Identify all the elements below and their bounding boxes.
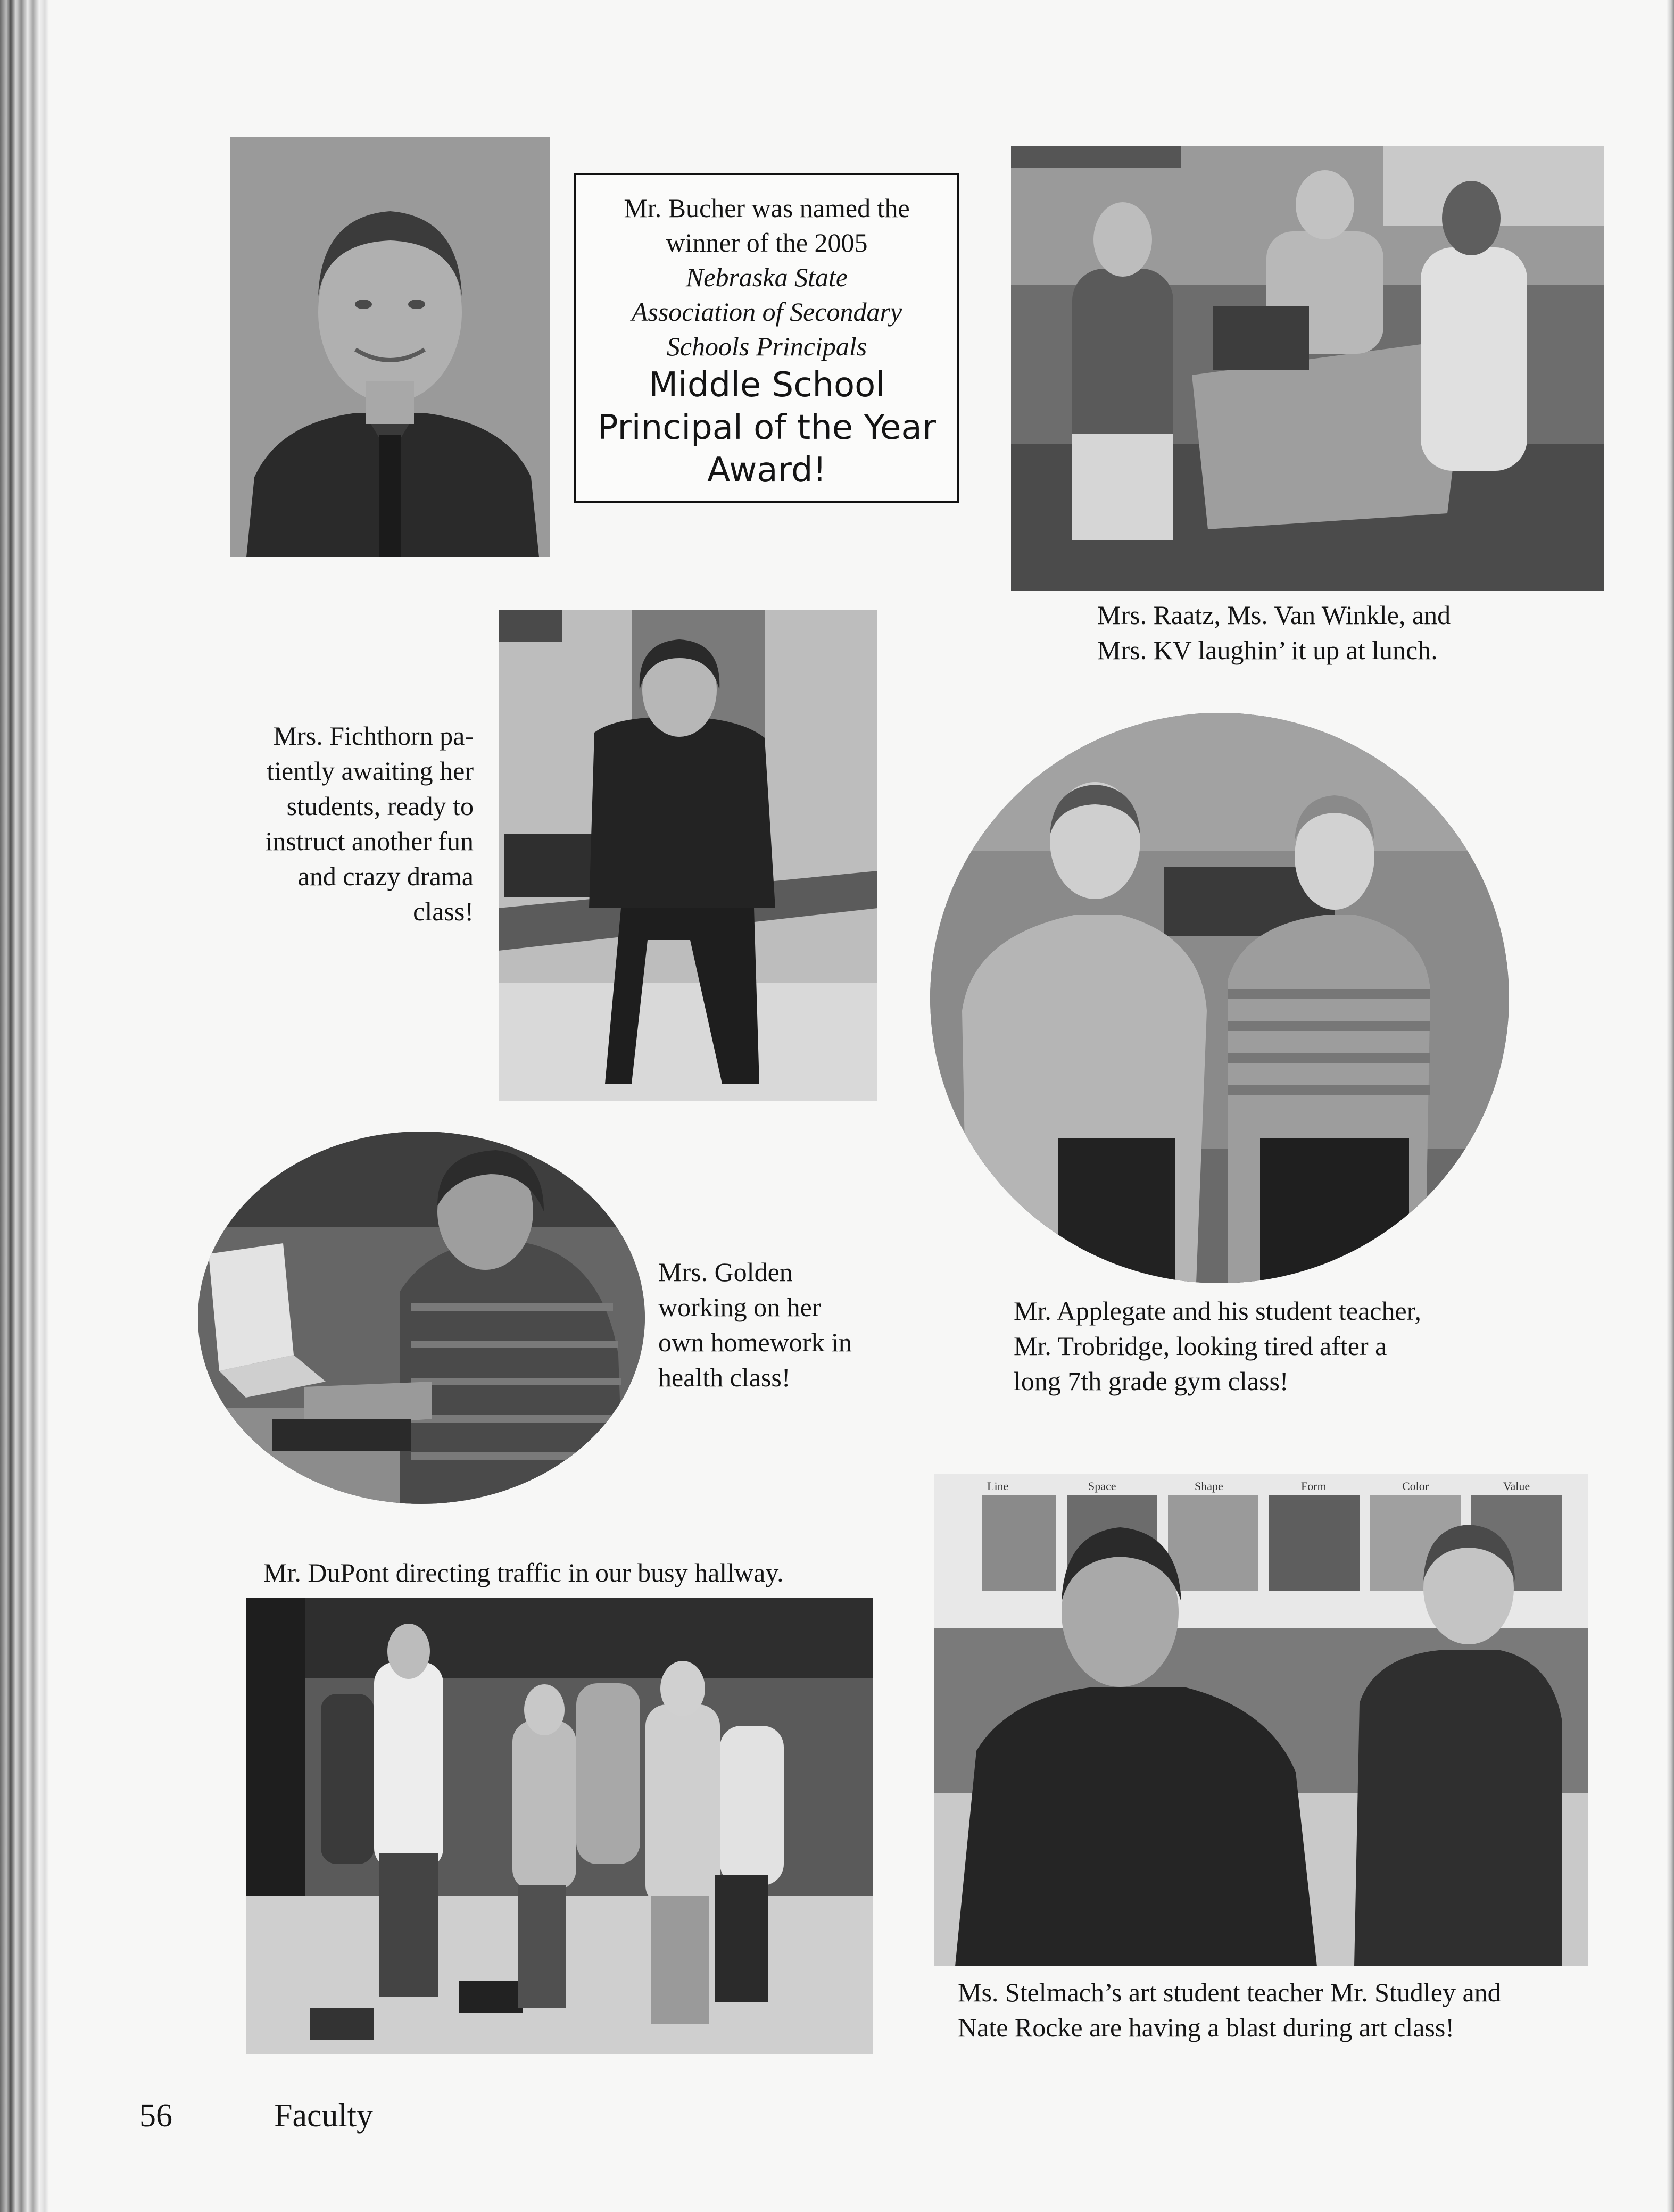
section-name: Faculty [274, 2098, 373, 2134]
award-text-line: winner of the 2005 [666, 228, 868, 257]
photo-art-class-mr-studley-and-nate-rocke [934, 1474, 1588, 1966]
caption-line: instruct another fun [265, 826, 474, 856]
caption-line: Mrs. Raatz, Ms. Van Winkle, and [1097, 600, 1451, 630]
caption-line: long 7th grade gym class! [1014, 1366, 1289, 1396]
caption-line: working on her [658, 1292, 821, 1322]
caption-applegate [1014, 1293, 1546, 1399]
caption-line: Mr. Trobridge, looking tired after a [1014, 1331, 1387, 1361]
art-board-label: Form [1301, 1479, 1327, 1493]
art-board-label: Color [1402, 1479, 1429, 1493]
caption-line: Nate Rocke are having a blast during art class! [958, 2013, 1454, 2042]
caption-line: own homework in [658, 1327, 852, 1357]
caption-fichthorn [192, 718, 474, 929]
caption-line: Mr. DuPont directing traffic in our busy hallway. [263, 1558, 784, 1587]
art-board-label: Shape [1195, 1479, 1223, 1493]
photo-mr-applegate-and-mr-trobridge [930, 713, 1509, 1283]
art-board-label: Space [1088, 1479, 1116, 1493]
award-title-line: Middle School [648, 365, 885, 405]
page-number: 56 [139, 2098, 172, 2134]
caption-golden [658, 1254, 903, 1395]
caption-lunch [1097, 597, 1576, 668]
caption-line: health class! [658, 1362, 791, 1392]
award-text-line: Mr. Bucher was named the [624, 193, 910, 223]
caption-line: Ms. Stelmach’s art student teacher Mr. Studley and [958, 1977, 1501, 2007]
art-board-label: Value [1503, 1479, 1530, 1493]
photo-mrs-golden [198, 1132, 645, 1504]
page-edge [1667, 0, 1674, 2212]
caption-line: Mrs. Fichthorn pa- [273, 721, 474, 751]
caption-line: class! [413, 896, 474, 926]
caption-line: Mrs. Golden [658, 1257, 793, 1287]
caption-line: and crazy drama [297, 861, 474, 891]
caption-line: Mrs. KV laughin’ it up at lunch. [1097, 635, 1438, 665]
caption-line: tiently awaiting her [267, 756, 474, 786]
award-organization-line: Association of Secondary [631, 297, 902, 327]
photo-teachers-at-lunch [1011, 146, 1604, 591]
caption-line: Mr. Applegate and his student teacher, [1014, 1296, 1421, 1326]
photo-mrs-fichthorn [499, 610, 877, 1101]
award-title-line: Principal of the Year [598, 408, 936, 447]
award-organization-line: Nebraska State [685, 262, 848, 292]
book-binding [0, 0, 49, 2212]
photo-mr-bucher-portrait [230, 137, 550, 557]
art-board-label: Line [987, 1479, 1009, 1493]
award-organization-line: Schools Principals [666, 331, 867, 361]
caption-stelmach [958, 1975, 1623, 2045]
award-announcement-box [574, 173, 959, 503]
caption-line: students, ready to [286, 791, 474, 821]
photo-mr-dupont-hallway [246, 1598, 873, 2054]
award-title-line: Award! [707, 451, 827, 490]
caption-dupont [263, 1555, 902, 1590]
